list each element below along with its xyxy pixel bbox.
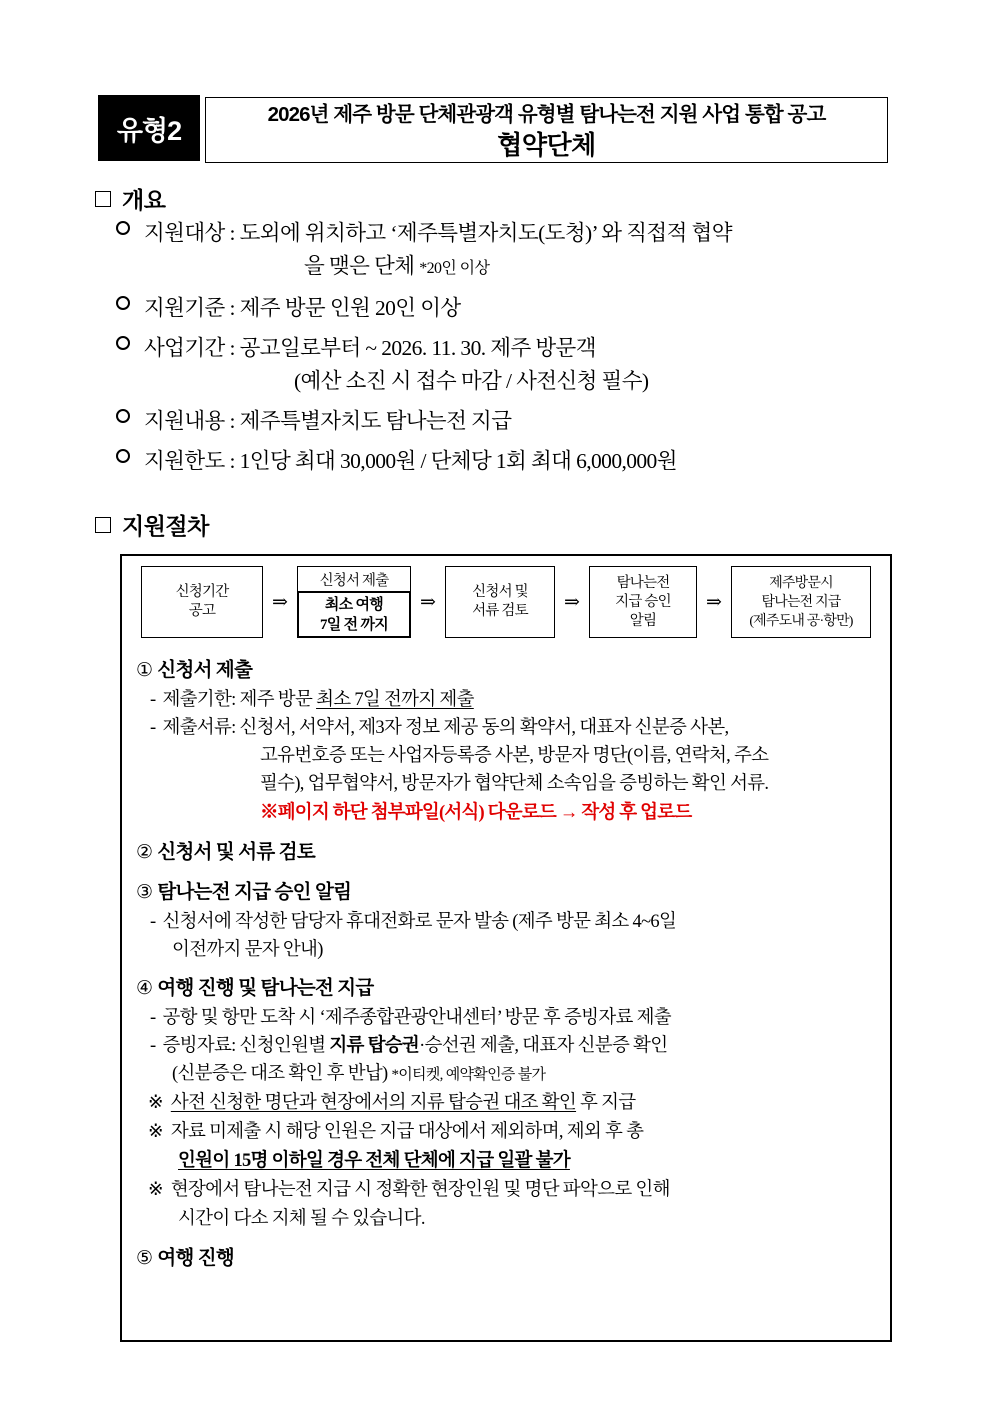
item-sep: : [224,449,240,473]
square-bullet-icon [95,517,111,533]
flow-box-4 [589,566,697,638]
item-label: 사업기간 [144,336,225,360]
step-1-line-2-text: 신청서, 서약서, 제3자 정보 제공 동의 확약서, 대표자 신분증 사본, [235,718,729,738]
flow-box-4-line-2: 지급 승인 [615,593,671,610]
step-1-attachment-note: ※페이지 하단 첨부파일(서식) 다운로드 → 작성 후 업로드 [260,803,692,823]
step-4-note-1-text: 후 지급 [576,1093,636,1113]
step-4-line-3-text: (신분증은 대조 확인 후 반납) [172,1064,392,1084]
flow-box-5-line-1: 제주방문시 [769,575,833,591]
procedure-heading-label: 지원절차 [122,514,209,539]
flow-box-1-line-1: 신청기간 [175,584,229,600]
type-badge: 유형2 [98,95,200,161]
procedure-container [120,554,892,1342]
circle-bullet-icon [116,336,130,350]
dash-bullet-icon: - [150,1036,156,1056]
announcement-subtitle: 협약단체 [497,130,596,160]
flow-box-4-line-3: 알림 [629,612,657,629]
item-text: 제주 방문 인원 20인 이상 [239,296,461,320]
step-1-line-1-underlined: 최소 7일 전까지 제출 [316,690,474,710]
reference-mark-icon: ※ [148,1180,163,1200]
step-3-label: 탐나는전 지급 승인 알림 [157,882,352,903]
flow-arrow-icon: ⇒ [564,591,580,613]
item-sep: : [224,221,240,245]
item-text: 제주특별자치도 탐나는전 지급 [239,409,512,433]
flow-box-3-line-1: 신청서 및 [472,584,528,600]
flow-box-5 [731,566,871,638]
step-1-label: 신청서 제출 [157,660,253,681]
flow-box-5-line-3: (제주도내 공·항만) [749,613,853,629]
step-1-line-2-label: 제출서류: [162,718,236,738]
step-4-note-3-text: 현장에서 탐나는전 지급 시 정확한 현장인원 및 명단 파악으로 인해 [170,1180,670,1200]
step-4-line-2 [136,1032,876,1060]
flow-box-2-emphasis [297,591,411,638]
step-1-line-1-label: 제출기한: [162,690,236,710]
flow-box-4-line-1: 탐나는전 [616,574,670,591]
list-item [110,217,910,285]
step-2-title [136,837,876,868]
step-2-number: ② [136,841,153,863]
reference-mark-icon: ※ [148,1122,163,1142]
step-4-note-3 [136,1176,876,1205]
item-text: 1인당 최대 30,000원 / 단체당 1회 최대 6,000,000원 [239,449,677,473]
step-3-title [136,877,876,908]
step-1-number: ① [136,659,153,681]
item-sep: : [224,296,240,320]
item-subtext: 을 맺은 단체 [304,254,415,278]
step-4-line-2-label: 증빙자료: [162,1036,236,1056]
step-3-line-1-text: 신청서에 작성한 담당자 휴대전화로 문자 발송 (제주 방문 최소 4~6일 [162,912,677,932]
list-item [110,332,910,398]
item-label: 지원한도 [144,449,225,473]
item-subnote: *20인 이상 [419,260,490,277]
list-item [110,445,910,478]
item-text: 도외에 위치하고 ‘제주특별자치도(도청)’ 와 직접적 협약 [239,221,732,245]
procedure-steps [122,642,890,1274]
item-label: 지원기준 [144,296,225,320]
item-sep: : [224,409,240,433]
step-1-line-2 [136,714,876,742]
step-4-line-1-text: 공항 및 항만 도착 시 ‘제주종합관광안내센터’ 방문 후 증빙자료 제출 [162,1008,671,1028]
flow-box-2-line-2: 7일 전 까지 [319,616,389,633]
step-4-line-3 [136,1060,876,1089]
step-4-note-1-underlined: 사전 신청한 명단과 현장에서의 지류 탑승권 대조 확인 [170,1093,577,1113]
title-box [205,97,888,163]
flow-box-1 [141,566,263,638]
step-5-title [136,1243,876,1274]
step-4-note-2-emphasis: 인원이 15명 이하일 경우 전체 단체에 지급 일괄 불가 [178,1151,570,1171]
step-1-line-4: 필수), 업무협약서, 방문자가 협약단체 소속임을 증빙하는 확인 서류. [260,774,769,794]
announcement-title: 2026년 제주 방문 단체관광객 유형별 탐나는전 지원 사업 통합 공고 [267,103,826,126]
item-sep: : [224,336,240,360]
step-4-label: 여행 진행 및 탐나는전 지급 [157,978,374,999]
item-label: 지원내용 [144,409,225,433]
dash-bullet-icon: - [150,718,156,738]
step-4-note-3-cont: 시간이 다소 지체 될 수 있습니다. [178,1209,425,1229]
step-3-line-2: 이전까지 문자 안내) [172,940,323,960]
list-item [110,405,910,438]
flow-diagram [122,556,890,642]
step-1-line-3: 고유번호증 또는 사업자등록증 사본, 방문자 명단(이름, 연락처, 주소 [260,746,769,766]
step-4-note-2-text: 자료 미제출 시 해당 인원은 지급 대상에서 제외하며, 제외 후 총 [170,1122,644,1142]
flow-arrow-icon: ⇒ [706,591,722,613]
flow-box-1-line-2: 공고 [188,603,216,619]
circle-bullet-icon [116,221,130,235]
square-bullet-icon [95,191,111,207]
step-5-number: ⑤ [136,1247,153,1269]
reference-mark-icon: ※ [148,1093,163,1113]
procedure-heading [95,508,209,541]
circle-bullet-icon [116,409,130,423]
step-4-line-2-bold: 지류 탑승권 [329,1036,420,1056]
step-4-note-1 [136,1089,876,1118]
flow-box-3 [445,566,555,638]
dash-bullet-icon: - [150,912,156,932]
overview-list [110,217,910,485]
flow-box-2 [297,566,411,638]
item-text: 공고일로부터 ~ 2026. 11. 30. 제주 방문객 [239,336,596,360]
step-1-line-1 [136,686,876,714]
overview-heading [95,182,165,215]
step-1-title [136,655,876,686]
step-4-line-2-text: 신청인원별 [235,1036,330,1056]
circle-bullet-icon [116,449,130,463]
step-4-line-1 [136,1004,876,1032]
item-subtext: (예산 소진 시 접수 마감 / 사전신청 필수) [294,369,649,393]
overview-heading-label: 개요 [122,188,166,213]
item-label: 지원대상 [144,221,225,245]
step-4-note-2 [136,1118,876,1147]
step-4-title [136,973,876,1004]
flow-box-3-line-2: 서류 검토 [472,603,528,619]
list-item [110,292,910,325]
dash-bullet-icon: - [150,690,156,710]
step-3-line-1 [136,908,876,936]
step-1-line-1-text: 제주 방문 [235,690,317,710]
flow-box-2-line-1: 최소 여행 [324,596,384,613]
step-5-label: 여행 진행 [157,1248,235,1269]
flow-arrow-icon: ⇒ [272,591,288,613]
step-2-label: 신청서 및 서류 검토 [157,842,315,863]
document-header [98,92,888,170]
flow-box-2-title: 신청서 제출 [297,566,411,591]
step-4-line-2-text2: ·승선권 제출, 대표자 신분증 확인 [419,1036,668,1056]
flow-box-5-line-2: 탐나는전 지급 [761,594,841,610]
flow-arrow-icon: ⇒ [420,591,436,613]
step-3-number: ③ [136,881,153,903]
dash-bullet-icon: - [150,1008,156,1028]
step-4-number: ④ [136,977,153,999]
step-4-line-3-note: *이티켓, 예약확인증 불가 [391,1067,546,1083]
circle-bullet-icon [116,296,130,310]
